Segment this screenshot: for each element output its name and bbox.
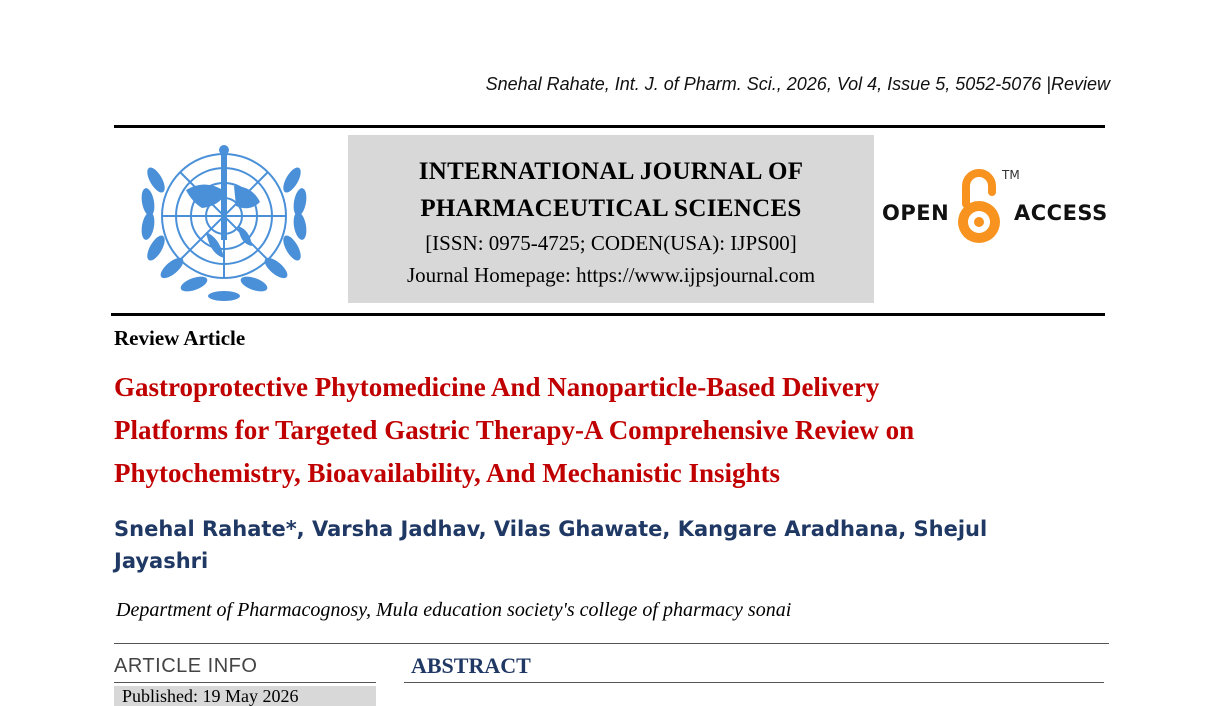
affiliation-rule	[114, 643, 1109, 644]
trademark-mark: TM	[1002, 168, 1020, 182]
journal-banner	[348, 135, 874, 303]
running-head: Snehal Rahate, Int. J. of Pharm. Sci., 2026, Vol 4, Issue 5, 5052-5076 |Review	[485, 74, 1110, 94]
journal-title-line-1: INTERNATIONAL JOURNAL OF	[418, 158, 804, 185]
article-title-line-2: Platforms for Targeted Gastric Therapy-A Comprehensive Review on	[114, 415, 915, 445]
open-access-right-text: ACCESS	[1014, 201, 1108, 225]
article-title	[114, 366, 1114, 495]
article-title-line-1: Gastroprotective Phytomedicine And Nanoparticle-Based Delivery	[114, 372, 880, 402]
author-list-line-2: Jayashri	[114, 549, 209, 573]
article-info-rule	[114, 682, 376, 683]
published-date: Published: 19 May 2026	[122, 686, 299, 706]
header-bottom-rule	[111, 313, 1105, 316]
article-type: Review Article	[114, 326, 246, 350]
open-access-logo	[880, 168, 1108, 252]
journal-title-line-2: PHARMACEUTICAL SCIENCES	[420, 195, 802, 222]
author-list	[114, 513, 1114, 577]
journal-homepage: Journal Homepage: https://www.ijpsjournal.com	[406, 263, 816, 287]
journal-emblem-icon	[126, 140, 326, 306]
abstract-heading: ABSTRACT	[411, 653, 531, 678]
published-date-box	[114, 686, 376, 706]
affiliation: Department of Pharmacognosy, Mula education society's college of pharmacy sonai	[116, 599, 792, 621]
journal-title	[348, 153, 874, 227]
open-access-lock-icon	[954, 166, 1004, 250]
article-info-heading: ARTICLE INFO	[114, 655, 258, 677]
article-title-line-3: Phytochemistry, Bioavailability, And Mechanistic Insights	[114, 458, 781, 488]
abstract-rule	[404, 682, 1104, 683]
journal-issn: [ISSN: 0975-4725; CODEN(USA): IJPS00]	[425, 231, 797, 255]
author-list-line-1: Snehal Rahate*, Varsha Jadhav, Vilas Ghawate, Kangare Aradhana, Shejul	[114, 517, 988, 541]
header-top-rule	[114, 125, 1105, 128]
open-access-left-text: OPEN	[882, 201, 950, 225]
